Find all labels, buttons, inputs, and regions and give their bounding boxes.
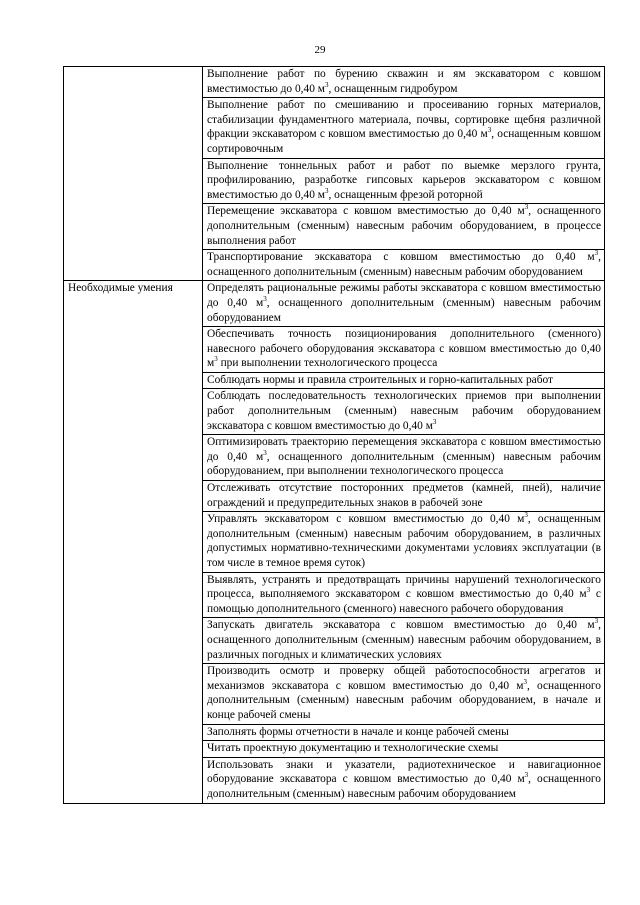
text-main: Управлять экскаватором с ковшом вместимостью до 0,40 м — [207, 513, 525, 526]
text-tail: , оснащенным дополнительным (сменным) навесным рабочим оборудованием, в различных допустимых нормативно-техническими документами условиях эксплуатации (в том числе в темное время суток) — [207, 513, 601, 569]
unit-superscript: 3 — [524, 203, 529, 212]
text-tail: , оснащенного дополнительным (сменным) навесным рабочим оборудованием, в процессе выполнения работ — [207, 205, 601, 247]
text-main: Использовать знаки и указатели, радиотехническое и навигационное оборудование экскаватора с ковшом вместимостью до 0,40 м — [207, 758, 601, 786]
unit-superscript: 3 — [263, 295, 267, 304]
text-tail: , оснащенного дополнительным (сменным) навесным рабочим оборудованием, при выполнении технологического процесса — [207, 450, 602, 478]
row-text — [203, 327, 605, 373]
unit-superscript: 3 — [594, 249, 599, 258]
text-main: Транспортирование экскаватора с ковшом вместимостью до 0,40 м — [207, 251, 595, 264]
row-text — [203, 618, 605, 664]
text-tail: , оснащенного дополнительным (сменным) навесным рабочим оборудованием, в различных погодных и климатических условиях — [207, 619, 601, 661]
text-main: Читать проектную документацию и технологические схемы — [207, 742, 499, 755]
unit-superscript: 3 — [586, 586, 591, 595]
text-tail: , оснащенным гидробуром — [328, 82, 458, 95]
row-text — [203, 204, 605, 250]
unit-superscript: 3 — [524, 511, 528, 520]
text-tail: , оснащенным фрезой роторной — [328, 188, 483, 201]
unit-superscript: 3 — [324, 186, 329, 195]
qualification-table — [63, 66, 605, 804]
text-main: Выявлять, устранять и предотвращать причины нарушений технологического процесса, выполняемого экскаватором с ковшом вместимостью до 0,40 м — [207, 573, 601, 601]
text-tail: , оснащенного дополнительным (сменным) навесным рабочим оборудованием — [207, 251, 601, 278]
table-row — [64, 281, 605, 327]
row-text — [203, 741, 605, 758]
text-main: Отслеживать отсутствие посторонних предметов (камней, пней), наличие ограждений и предупредительных знаков в рабочей зоне — [207, 482, 601, 509]
text-main: Перемещение экскаватора с ковшом вместимостью до 0,40 м — [207, 205, 525, 218]
text-main: Выполнение тоннельных работ и работ по выемке мерзлого грунта, профилированию, разработке гипсовых карьеров экскаватором с ковшом вместимостью до 0,40 м — [207, 159, 601, 201]
unit-superscript: 3 — [594, 617, 599, 626]
text-main: Соблюдать последовательность технологических приемов при выполнении работ дополнительным (сменным) навесным рабочим оборудованием экскаватора с ковшом вместимостью до 0,40 м — [207, 390, 601, 432]
text-main: Определять рациональные режимы работы экскаватора с ковшом вместимостью до 0,40 м — [207, 282, 601, 309]
unit-superscript: 3 — [263, 449, 267, 458]
row-text — [203, 664, 605, 724]
text-main: Обеспечивать точность позиционирования дополнительного (сменного) навесного рабочего оборудования экскаватора с ковшом вместимостью до 0,40 м — [207, 328, 601, 370]
text-main: Соблюдать нормы и правила строительных и горно-капитальных работ — [207, 373, 554, 386]
row-text — [203, 389, 605, 435]
row-text — [203, 481, 605, 512]
row-text — [203, 281, 605, 327]
text-tail: , оснащенного дополнительным (сменным) навесным рабочим оборудованием — [207, 296, 602, 324]
unit-superscript: 3 — [214, 355, 218, 364]
unit-superscript: 3 — [523, 677, 527, 686]
page-number: 29 — [314, 44, 326, 56]
row-text — [203, 98, 605, 158]
unit-superscript: 3 — [324, 80, 329, 89]
text-tail: , оснащенным ковшом сортировочным — [207, 128, 601, 155]
unit-superscript: 3 — [432, 417, 437, 426]
row-text — [203, 67, 605, 98]
row-label — [64, 67, 203, 281]
row-text — [203, 372, 605, 389]
text-main: Запускать двигатель экскаватора с ковшом вместимостью до 0,40 м — [207, 619, 595, 632]
row-text — [203, 724, 605, 741]
text-tail: , оснащенного дополнительным (сменным) навесным рабочим оборудованием, в начале и конце рабочей смены — [207, 679, 601, 721]
unit-superscript: 3 — [487, 126, 492, 135]
unit-superscript: 3 — [524, 771, 529, 780]
row-text — [203, 572, 605, 618]
table-row — [64, 67, 605, 98]
text-main: Оптимизировать траекторию перемещения экскаватора с ковшом вместимостью до 0,40 м — [207, 436, 601, 463]
text-main: Выполнение работ по смешиванию и просеиванию горных материалов, стабилизации фундаментного материала, почвы, сортировке щебня различной фракции экскаватором с ковшом вместимостью до 0,40 м — [207, 99, 601, 141]
text-main: Выполнение работ по бурению скважин и ям экскаватором с ковшом вместимостью до 0,40 м — [207, 68, 601, 95]
text-tail: , оснащенного дополнительным (сменным) навесным рабочим оборудованием — [207, 773, 601, 800]
row-text — [203, 250, 605, 281]
row-label: Необходимые умения — [64, 281, 203, 803]
text-main: Заполнять формы отчетности в начале и конце рабочей смены — [207, 725, 509, 738]
row-text — [203, 435, 605, 481]
row-text — [203, 512, 605, 572]
text-main: Производить осмотр и проверку общей работоспособности агрегатов и механизмов экскаватора с ковшом вместимостью до 0,40 м — [207, 665, 601, 692]
text-tail: при выполнении технологического процесса — [217, 357, 438, 370]
text-tail: с помощью дополнительного (сменного) навесного рабочего оборудования — [207, 588, 601, 615]
row-text — [203, 158, 605, 204]
row-text — [203, 757, 605, 803]
